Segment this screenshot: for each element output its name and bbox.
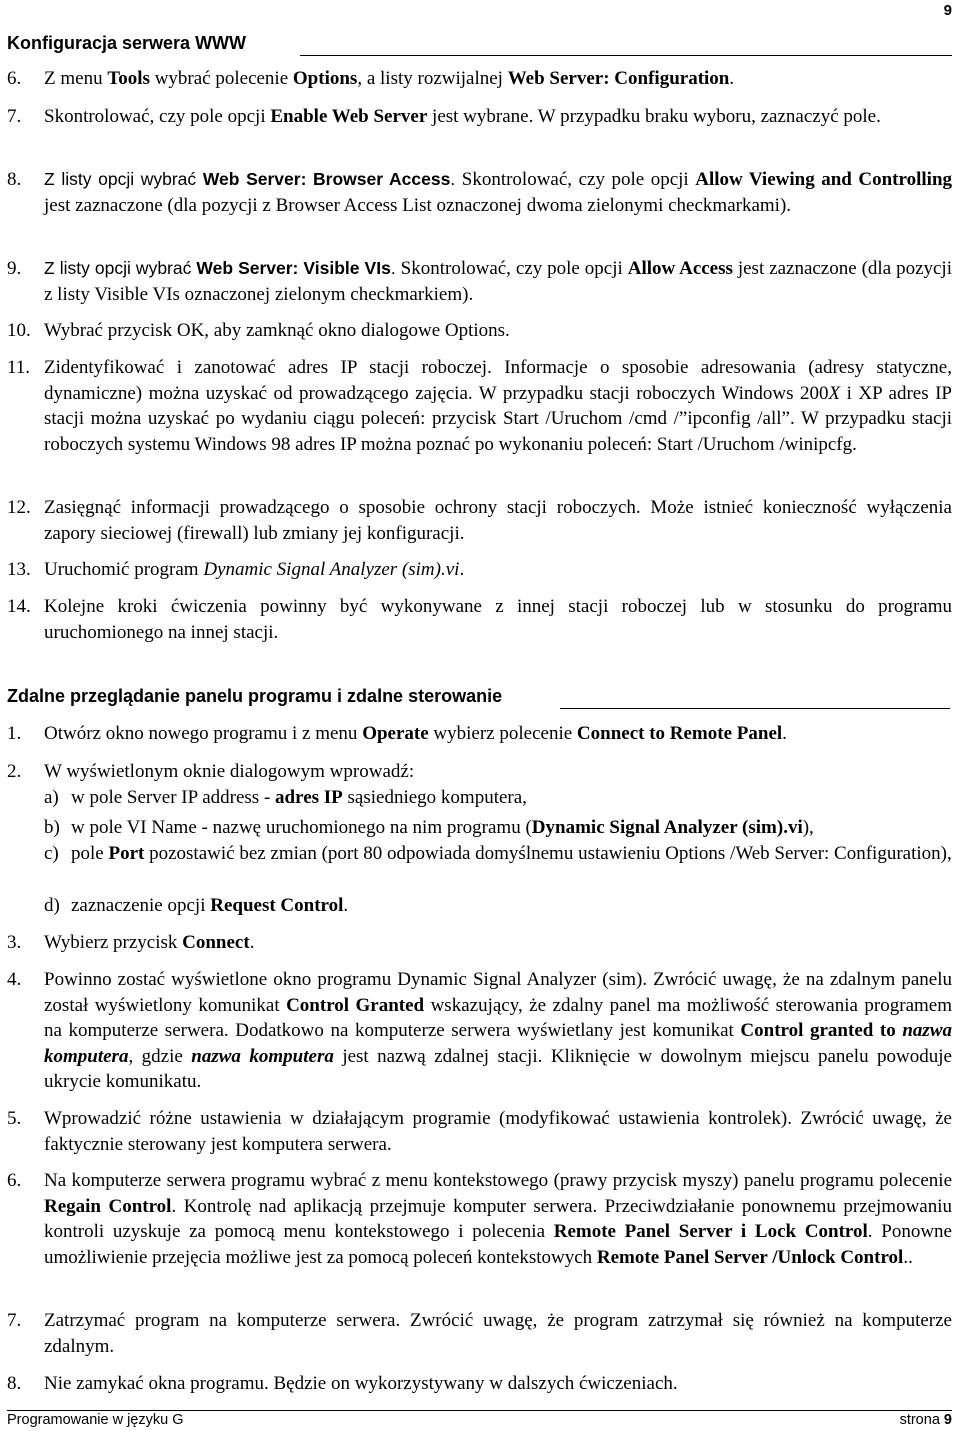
list-item (7, 66, 952, 92)
sub-item-letter: a) (44, 787, 59, 808)
list-item (7, 1168, 952, 1270)
footer-rule (7, 1410, 952, 1411)
sub-item (44, 841, 952, 867)
item-number: 6. (7, 68, 22, 89)
item-text: Wybierz przycisk Connect. (44, 932, 255, 953)
item-text: Powinno zostać wyświetlone okno programu Dynamic Signal Analyzer (sim). Zwrócić uwagę, że na zdalnym panelu został wyświetlony komunikat Control Granted wskazujący, że zdalny panel ma możliwość sterowania programem na komputerze serwera. Dodatkowo na komputerze serwera wyświetlany jest komunikat Control granted to nazwa komputera, gdzie nazwa komputera jest nazwą zdalnej stacji. Kliknięcie w dowolnym miejscu panelu powoduje ukrycie komunikatu. (44, 969, 952, 1092)
item-text: Otwórz okno nowego programu i z menu Operate wybierz polecenie Connect to Remote Panel. (44, 723, 787, 744)
sub-item-text: w pole Server IP address - adres IP sąsiedniego komputera, (71, 787, 527, 808)
list-item (7, 930, 952, 956)
list-item (7, 495, 952, 546)
item-text: Wybrać przycisk OK, aby zamknąć okno dialogowe Options. (44, 320, 510, 341)
footer-page-number: 9 (943, 1412, 952, 1428)
item-text: Skontrolować, czy pole opcji Enable Web Server jest wybrane. W przypadku braku wyboru, zaznaczyć pole. (44, 106, 881, 127)
item-number: 8. (7, 169, 22, 190)
item-number: 14. (7, 596, 31, 617)
sub-item-text: zaznaczenie opcji Request Control. (71, 895, 349, 916)
item-text: Z listy opcji wybrać Web Server: Browser Access. Skontrolować, czy pole opcji Allow Viewing and Controlling jest zaznaczone (dla pozycji z Browser Access List oznaczonej dwoma zielonymi checkmarkami). (44, 169, 953, 216)
footer-page-label: strona (899, 1412, 940, 1428)
list-item (7, 1371, 952, 1397)
item-text: Uruchomić program Dynamic Signal Analyzer (sim).vi. (44, 559, 465, 580)
item-text: Z menu Tools wybrać polecenie Options, a listy rozwijalnej Web Server: Configuration. (44, 68, 735, 89)
list-item (7, 557, 952, 583)
item-text: Zidentyfikować i zanotować adres IP stacji roboczej. Informacje o sposobie adresowania (adresy statyczne, dynamiczne) można uzyskać od prowadzącego zajęcia. W przypadku stacji roboczych Windows 200X i XP adres IP stacji można uzyskać po wydaniu ciągu poleceń: przycisk Start /Uruchom /cmd /”ipconfig /all”. W przypadku stacji roboczych systemu Windows 98 adres IP można poznać po wykonaniu poleceń: Start /Uruchom /winipcfg. (44, 357, 953, 455)
sub-item-letter: c) (44, 843, 59, 864)
item-number: 4. (7, 969, 22, 990)
list-item (7, 104, 952, 130)
sub-item (44, 785, 952, 811)
item-number: 1. (7, 723, 22, 744)
item-number: 11. (7, 357, 31, 378)
item-number: 5. (7, 1108, 22, 1129)
item-number: 10. (7, 320, 31, 341)
list-item (7, 167, 952, 218)
item-text: W wyświetlonym oknie dialogowym wprowadź: (44, 761, 415, 782)
list-item (7, 594, 952, 645)
item-number: 9. (7, 258, 22, 279)
item-number: 7. (7, 1310, 22, 1331)
heading-rule (560, 708, 950, 709)
item-number: 7. (7, 106, 22, 127)
list-item (7, 1308, 952, 1359)
item-text: Wprowadzić różne ustawienia w działającym programie (modyfikować ustawienia kontrolek). Zwrócić uwagę, że faktycznie sterowany jest komputera serwera. (44, 1108, 952, 1155)
sub-item (44, 815, 952, 841)
item-number: 6. (7, 1170, 22, 1191)
list-item (7, 721, 952, 747)
item-number: 3. (7, 932, 22, 953)
footer-page (900, 1412, 952, 1428)
list-item (7, 318, 952, 344)
sub-item-letter: b) (44, 817, 60, 838)
item-text: Zasięgnąć informacji prowadzącego o sposobie ochrony stacji roboczych. Może istnieć konieczność wyłączenia zapory sieciowej (firewall) lub zmiany jej konfiguracji. (44, 497, 952, 544)
item-number: 13. (7, 559, 31, 580)
item-number: 8. (7, 1373, 22, 1394)
item-number: 12. (7, 497, 31, 518)
item-number: 2. (7, 761, 22, 782)
item-text: Na komputerze serwera programu wybrać z menu kontekstowego (prawy przycisk myszy) panelu programu polecenie Regain Control. Kontrolę nad aplikacją przejmuje komputer serwera. Przeciwdziałanie ponownemu przejmowaniu kontroli uzyskuje za pomocą menu kontekstowego i polecenia Remote Panel Server i Lock Control. Ponowne umożliwienie przejęcia możliwe jest za pomocą poleceń kontekstowych Remote Panel Server /Unlock Control.. (44, 1170, 952, 1268)
list-item (7, 355, 952, 457)
page-number: 9 (943, 2, 952, 19)
item-text: Zatrzymać program na komputerze serwera. Zwrócić uwagę, że program zatrzymał się również na komputerze zdalnym. (44, 1310, 952, 1357)
list-item (7, 256, 952, 307)
item-text: Nie zamykać okna programu. Będzie on wykorzystywany w dalszych ćwiczeniach. (44, 1373, 678, 1394)
item-text: Kolejne kroki ćwiczenia powinny być wykonywane z innej stacji roboczej lub w stosunku do programu uruchomionego na innej stacji. (44, 596, 952, 643)
sub-item-text: pole Port pozostawić bez zmian (port 80 odpowiada domyślnemu ustawieniu Options /Web Server: Configuration), (71, 843, 952, 864)
list-item (7, 1106, 952, 1157)
sub-item (44, 893, 952, 919)
item-text: Z listy opcji wybrać Web Server: Visible VIs. Skontrolować, czy pole opcji Allow Access jest zaznaczone (dla pozycji z listy Visible VIs oznaczonej zielonym checkmarkiem). (44, 258, 952, 305)
sub-item-letter: d) (44, 895, 60, 916)
heading-rule (300, 55, 952, 56)
section-heading-web-server-config: Konfiguracja serwera WWW (7, 33, 247, 53)
footer-title: Programowanie w języku G (7, 1412, 184, 1428)
sub-item-text: w pole VI Name - nazwę uruchomionego na nim programu (Dynamic Signal Analyzer (sim).vi), (71, 817, 814, 838)
list-item (7, 967, 952, 1095)
section-heading-remote-panel: Zdalne przeglądanie panelu programu i zdalne sterowanie (7, 686, 503, 706)
list-item (7, 759, 952, 785)
